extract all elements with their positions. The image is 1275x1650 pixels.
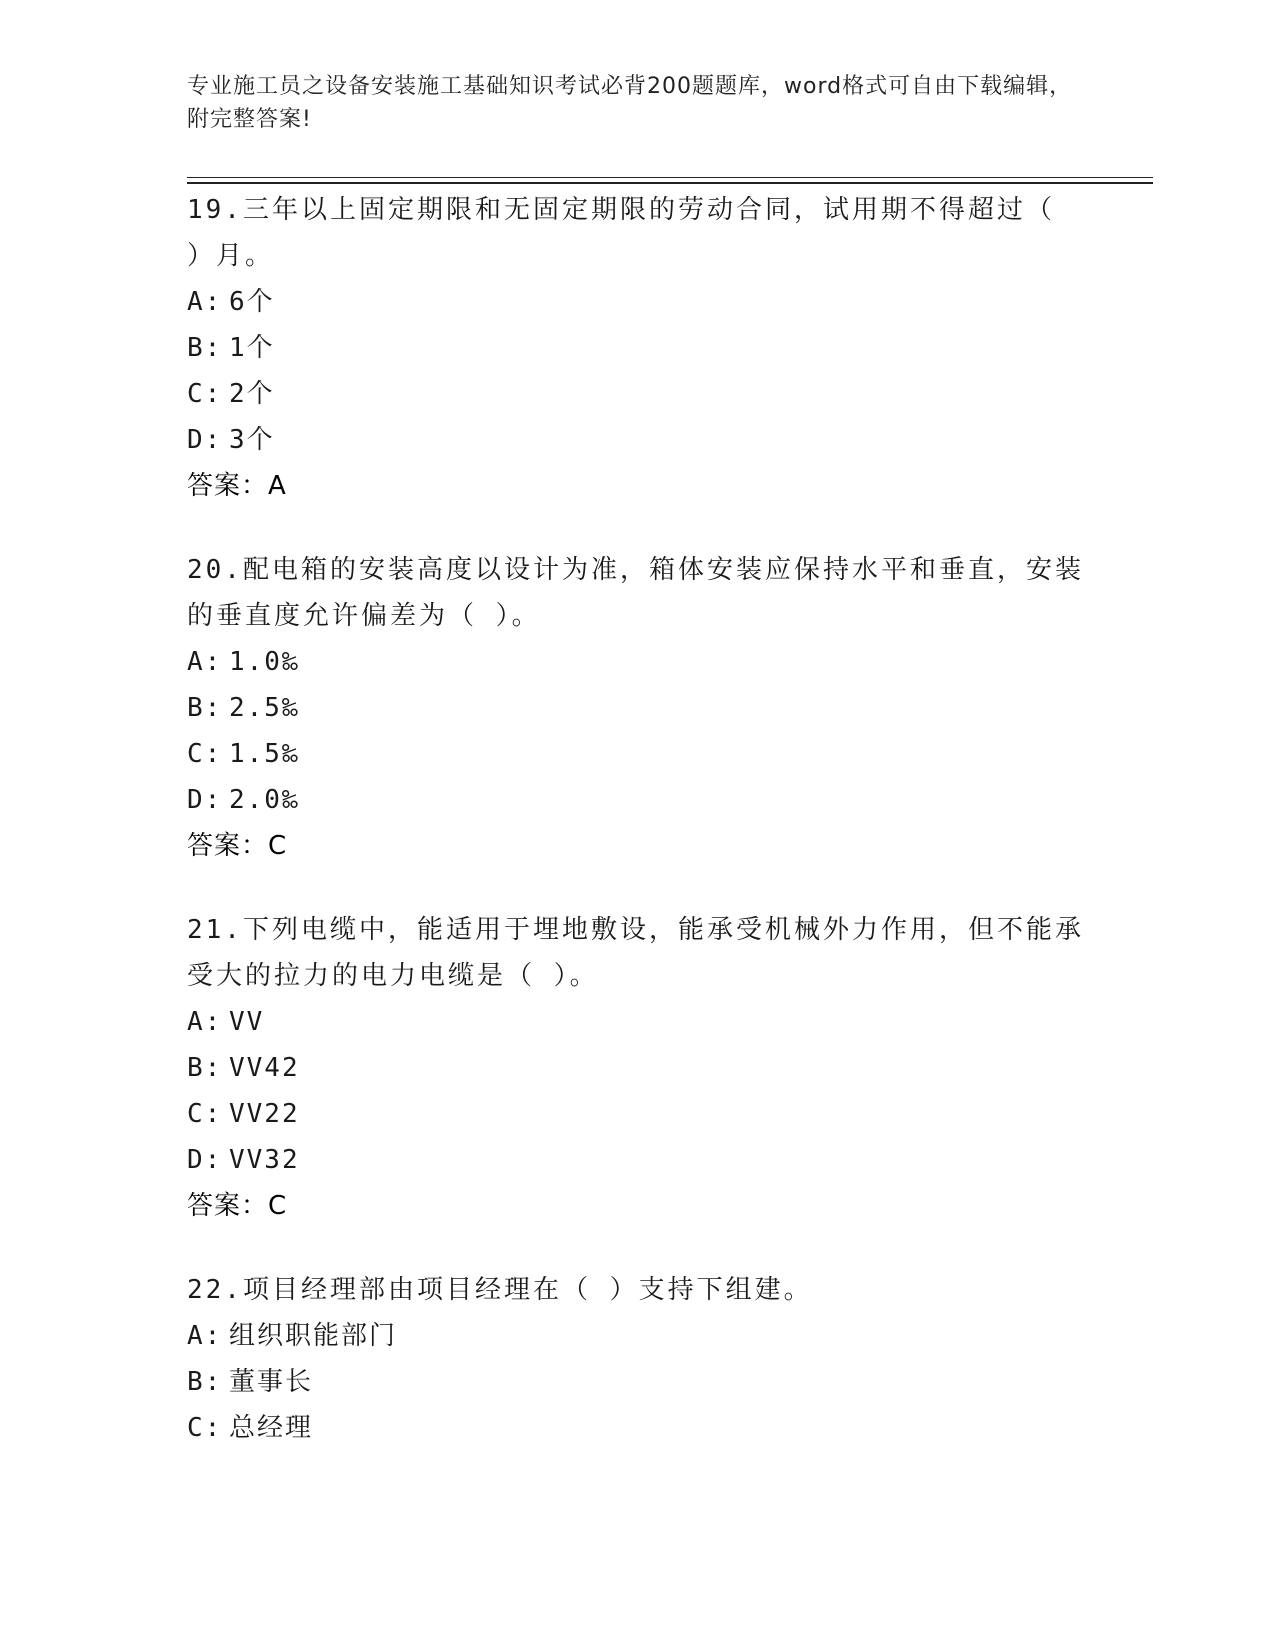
option-a: [187, 639, 1087, 685]
option-d: [187, 777, 1087, 823]
option-letter: A:: [187, 647, 223, 677]
option-letter: C:: [187, 739, 223, 769]
answer: 答案：C: [187, 1191, 288, 1221]
option-letter: A:: [187, 1007, 223, 1037]
option-d: [187, 1137, 1087, 1183]
question-22: [187, 1267, 1087, 1451]
header-divider-thick: [187, 182, 1153, 184]
option-b: [187, 1359, 1087, 1405]
option-text: 2.0‰: [229, 785, 300, 815]
option-text: 2.5‰: [229, 693, 300, 723]
option-text: 2个: [229, 379, 275, 409]
option-letter: D:: [187, 785, 223, 815]
question-20: [187, 547, 1087, 869]
document-header: 专业施工员之设备安装施工基础知识考试必背200题题库，word格式可自由下载编辑，附完整答案!: [187, 74, 1073, 132]
question-text: 19.三年以上固定期限和无固定期限的劳动合同，试用期不得超过（ ）月。: [187, 195, 1055, 271]
option-text: 总经理: [229, 1413, 314, 1443]
option-letter: C:: [187, 1413, 223, 1443]
option-b: [187, 685, 1087, 731]
option-text: VV22: [229, 1099, 300, 1129]
option-letter: C:: [187, 1099, 223, 1129]
option-letter: B:: [187, 333, 223, 363]
option-a: [187, 999, 1087, 1045]
header-divider-thin: [187, 177, 1153, 178]
question-text: 22.项目经理部由项目经理在（ ）支持下组建。: [187, 1275, 813, 1305]
option-text: 1.5‰: [229, 739, 300, 769]
option-text: 3个: [229, 425, 275, 455]
option-text: 组织职能部门: [229, 1321, 398, 1351]
option-d: [187, 417, 1087, 463]
option-text: 6个: [229, 287, 275, 317]
option-letter: A:: [187, 1321, 223, 1351]
option-text: VV42: [229, 1053, 300, 1083]
option-b: [187, 325, 1087, 371]
question-list: [187, 187, 1087, 1489]
option-letter: B:: [187, 1053, 223, 1083]
option-a: [187, 279, 1087, 325]
option-text: 董事长: [229, 1367, 314, 1397]
option-c: [187, 731, 1087, 777]
option-letter: A:: [187, 287, 223, 317]
option-text: 1.0‰: [229, 647, 300, 677]
question-21: [187, 907, 1087, 1229]
option-text: 1个: [229, 333, 275, 363]
question-19: [187, 187, 1087, 509]
option-letter: B:: [187, 1367, 223, 1397]
question-text: 20.配电箱的安装高度以设计为准，箱体安装应保持水平和垂直，安装的垂直度允许偏差为（ ）。: [187, 555, 1084, 631]
option-text: VV32: [229, 1145, 300, 1175]
option-a: [187, 1313, 1087, 1359]
answer: 答案：C: [187, 831, 288, 861]
option-c: [187, 1091, 1087, 1137]
option-letter: D:: [187, 1145, 223, 1175]
option-c: [187, 371, 1087, 417]
answer: 答案：A: [187, 471, 287, 501]
option-letter: C:: [187, 379, 223, 409]
option-c: [187, 1405, 1087, 1451]
option-letter: B:: [187, 693, 223, 723]
option-letter: D:: [187, 425, 223, 455]
option-b: [187, 1045, 1087, 1091]
option-text: VV: [229, 1007, 265, 1037]
question-text: 21.下列电缆中，能适用于埋地敷设，能承受机械外力作用，但不能承受大的拉力的电力电缆是（ ）。: [187, 915, 1084, 991]
